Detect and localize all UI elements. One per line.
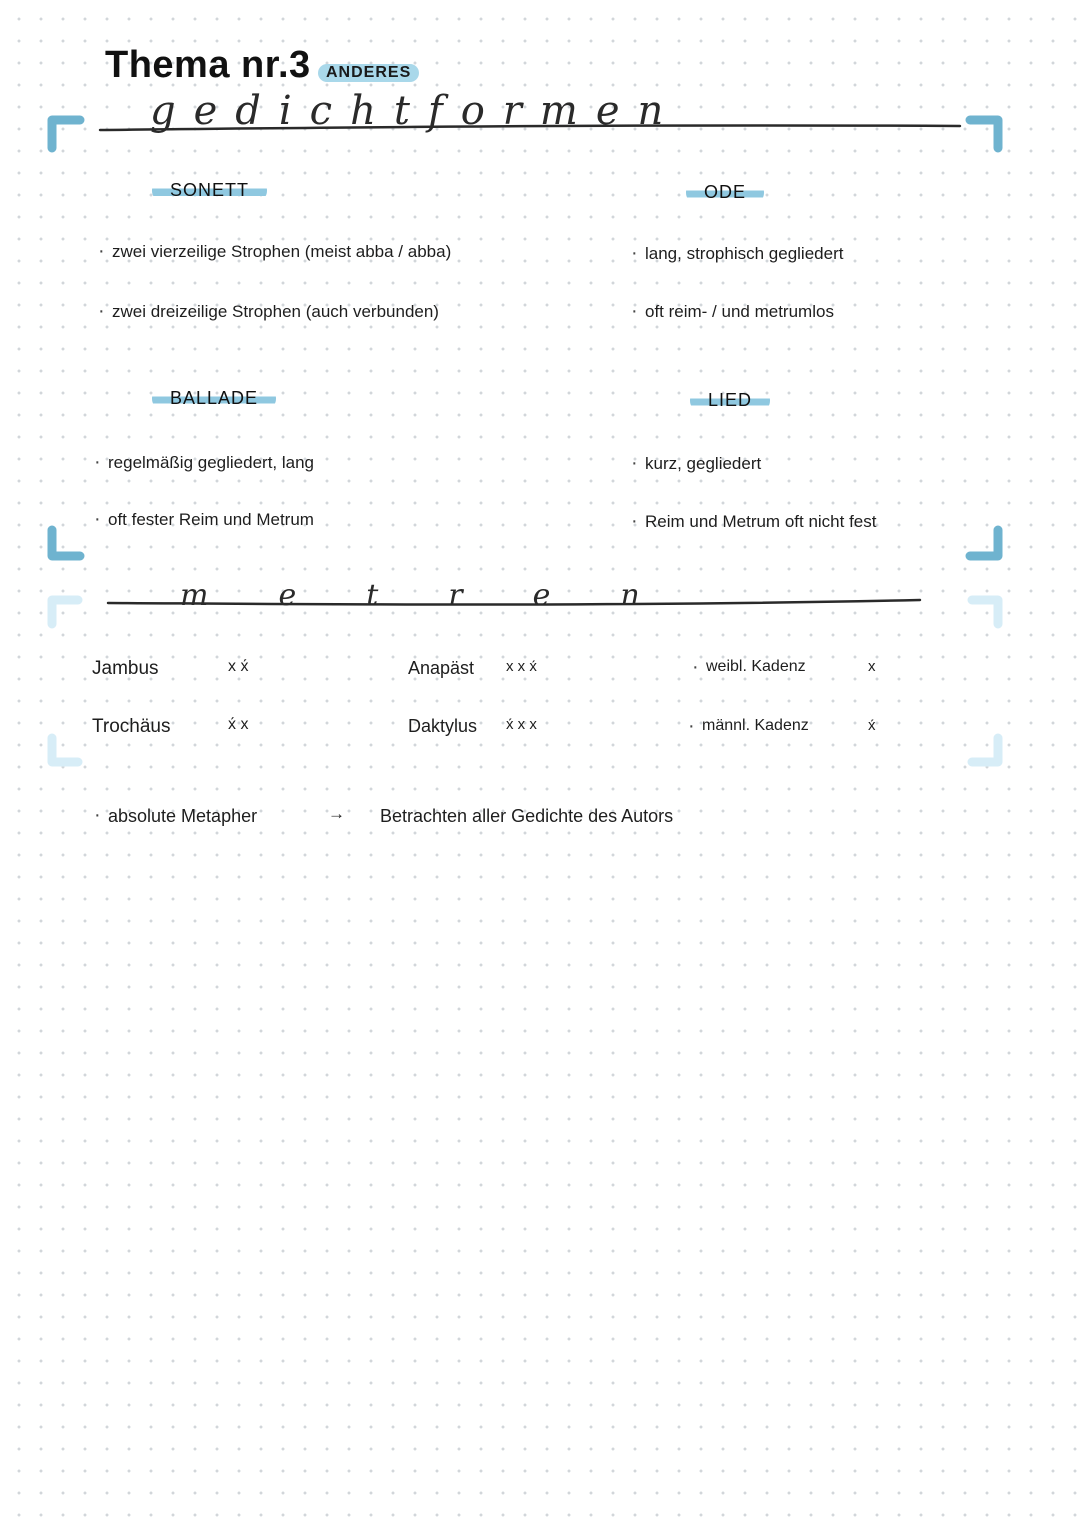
metrum-trochaeus-name: Trochäus [92, 716, 171, 737]
note-arrow: → [328, 804, 345, 823]
ode-item-1: · lang, strophisch gegliedert [645, 244, 843, 264]
metrum-trochaeus-pattern: x́ x [228, 716, 249, 733]
sonett-item-1: · zwei vierzeilige Strophen (meist abba / abba) [112, 242, 451, 262]
ode-label: ODE [686, 182, 764, 203]
section1-heading: gedichtformen [150, 88, 682, 134]
metrum-anapaest-pattern: x x x́ [506, 658, 537, 675]
ballade-item-2: · oft fester Reim und Metrum [108, 510, 314, 530]
metrum-daktylus-name: Daktylus [408, 716, 478, 736]
sonett-label: SONETT [152, 180, 267, 201]
kadenz-weiblich-pattern: x [868, 658, 876, 675]
note-term: · absolute Metapher [108, 806, 257, 827]
lied-item-1: · kurz, gegliedert [645, 454, 761, 474]
note-definition: Betrachten aller Gedichte des Autors [380, 806, 674, 826]
section2-heading: metren [180, 578, 710, 613]
lied-item-2: · Reim und Metrum oft nicht fest [645, 512, 876, 532]
metrum-anapaest-name: Anapäst [408, 658, 475, 678]
kadenz-maennlich-pattern: x́ [868, 717, 876, 734]
page-title: Thema nr.3 [105, 44, 311, 86]
topic-tag: ANDERES [318, 64, 419, 82]
ballade-item-1: · regelmäßig gegliedert, lang [108, 453, 314, 473]
kadenz-weiblich-name: · weibl. Kadenz [706, 658, 806, 676]
kadenz-maennlich-name: · männl. Kadenz [702, 717, 809, 735]
metrum-daktylus-pattern: x́ x x [506, 716, 537, 733]
ode-item-2: · oft reim- / und metrumlos [645, 302, 834, 322]
metrum-jambus-pattern: x x́ [228, 658, 249, 675]
ballade-label: BALLADE [152, 388, 276, 409]
lied-label: LIED [690, 390, 770, 411]
sonett-item-2: · zwei dreizeilige Strophen (auch verbunden) [112, 302, 439, 322]
metrum-jambus-name: Jambus [92, 658, 159, 679]
